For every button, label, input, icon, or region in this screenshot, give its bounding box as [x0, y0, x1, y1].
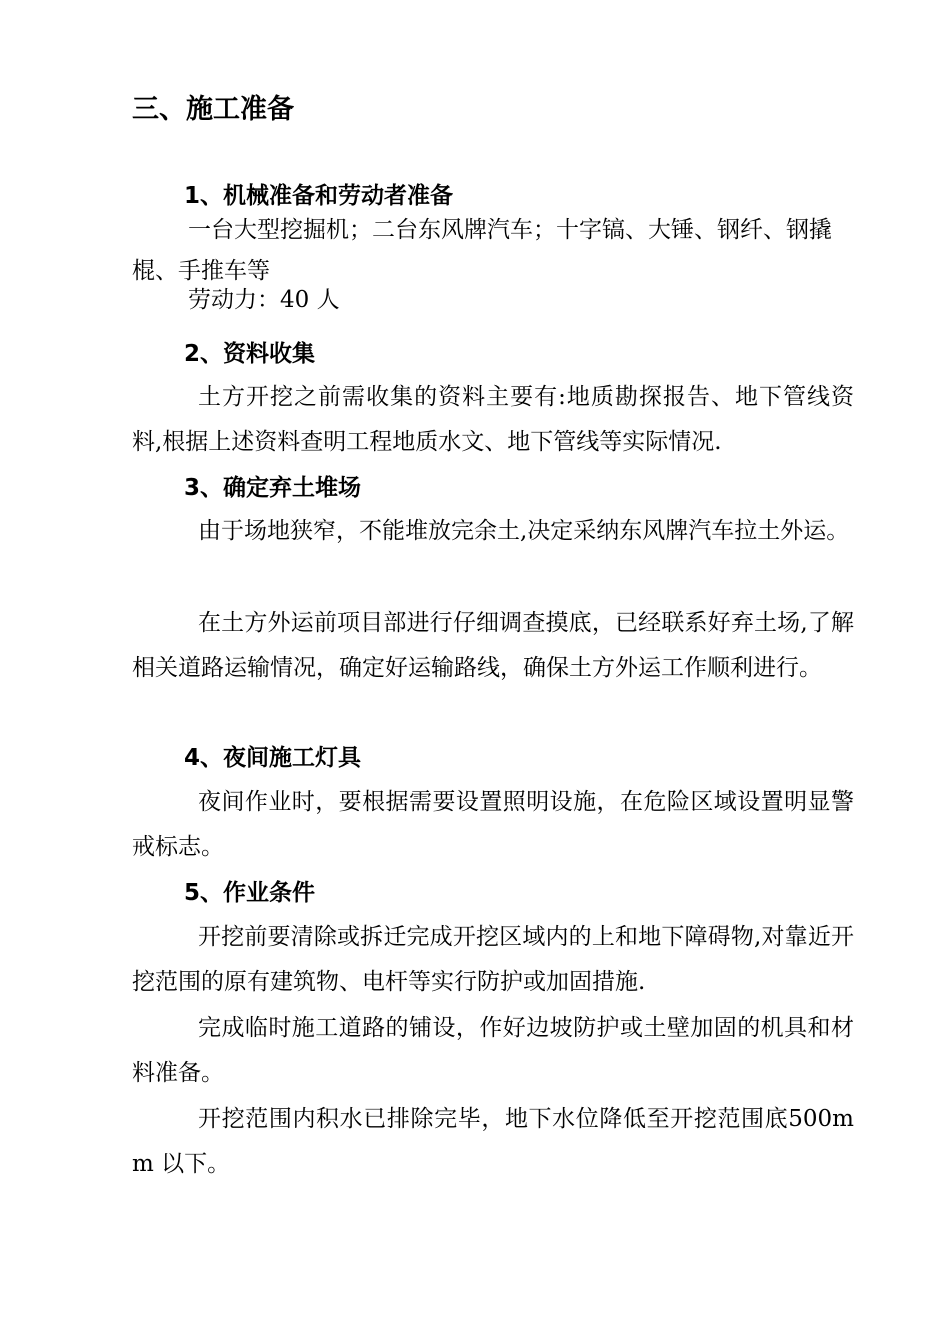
section-1-paragraph-2: 劳动力：40 人: [188, 287, 340, 313]
section-heading-2: 2、资料收集: [184, 341, 316, 367]
section-heading-4: 4、夜间施工灯具: [184, 745, 362, 771]
section-5-paragraph-3: 开挖范围内积水已排除完毕，地下水位降低至开挖范围底500mm 以下。: [132, 1106, 854, 1177]
section-2-paragraph-1: 土方开挖之前需收集的资料主要有:地质勘探报告、地下管线资料,根据上述资料查明工程地质水文、地下管线等实际情况.: [132, 384, 854, 455]
section-5-paragraph-1: 开挖前要清除或拆迁完成开挖区域内的上和地下障碍物,对靠近开挖范围的原有建筑物、电杆等实行防护或加固措施.: [132, 924, 854, 995]
section-3-paragraph-1: 由于场地狭窄，不能堆放完余土,决定采纳东风牌汽车拉土外运。: [198, 518, 850, 544]
section-heading-5: 5、作业条件: [184, 880, 316, 906]
section-heading-1: 1、机械准备和劳动者准备: [184, 183, 454, 209]
section-5-paragraph-2: 完成临时施工道路的铺设，作好边坡防护或土壁加固的机具和材料准备。: [132, 1015, 854, 1086]
section-4-paragraph-1: 夜间作业时，要根据需要设置照明设施，在危险区域设置明显警戒标志。: [132, 789, 854, 860]
section-heading-3: 3、确定弃土堆场: [184, 475, 362, 501]
page-title: 三、施工准备: [132, 94, 294, 125]
section-3-paragraph-2: 在土方外运前项目部进行仔细调查摸底，已经联系好弃土场,了解相关道路运输情况，确定好运输路线，确保土方外运工作顺利进行。: [132, 610, 854, 681]
section-1-paragraph-1: 一台大型挖掘机；二台东风牌汽车；十字镐、大锤、钢纤、钢撬棍、手推车等: [132, 217, 832, 284]
